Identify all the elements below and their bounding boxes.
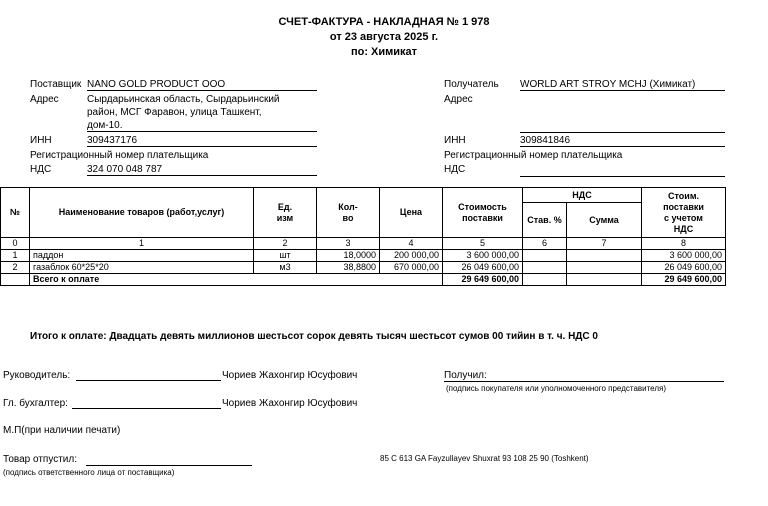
recipient-nds-line (520, 164, 725, 177)
col-number: 6 (523, 238, 567, 250)
header-no: № (1, 188, 30, 238)
released-signature-line (86, 465, 252, 466)
items-table (0, 187, 726, 286)
row-qty: 38,8800 (317, 262, 380, 274)
total-blank (523, 274, 567, 286)
invoice-title: СЧЕТ-ФАКТУРА - НАКЛАДНАЯ № 1 978 (278, 16, 490, 28)
row-name: паддон (30, 250, 254, 262)
row-nds-rate (523, 262, 567, 274)
recipient-reg-label: Регистрационный номер плательщика (444, 150, 623, 161)
director-name: Чориев Жахонгир Юсуфович (222, 370, 358, 381)
row-price: 670 000,00 (380, 262, 443, 274)
row-total: 3 600 000,00 (642, 250, 726, 262)
recipient-label: Получатель (444, 79, 499, 90)
header-nds: НДС (523, 188, 642, 203)
invoice-date: от 23 августа 2025 г. (329, 31, 439, 43)
stamp-label: М.П(при наличии печати) (3, 425, 121, 436)
header-price: Цена (380, 188, 443, 238)
supplier-name: NANO GOLD PRODUCT OOO (87, 79, 317, 91)
row-nds-sum (567, 262, 642, 274)
col-number: 3 (317, 238, 380, 250)
row-qty: 18,0000 (317, 250, 380, 262)
row-nds-sum (567, 250, 642, 262)
col-number: 1 (30, 238, 254, 250)
total-cost: 29 649 600,00 (443, 274, 523, 286)
table-row (1, 250, 726, 262)
supplier-nds: 324 070 048 787 (87, 164, 317, 176)
released-note: (подпись ответственного лица от поставщика) (3, 468, 175, 477)
row-unit: м3 (254, 262, 317, 274)
total-with-nds: 29 649 600,00 (642, 274, 726, 286)
driver-info: 85 С 613 GA Fayzullayev Shuxrat 93 108 25 90 (Toshkent) (380, 454, 589, 463)
supplier-address-line-3: дом-10. (87, 120, 317, 132)
director-signature-line (76, 380, 221, 381)
received-signature-line (444, 381, 724, 382)
header-name: Наименование товаров (работ,услуг) (30, 188, 254, 238)
col-number: 0 (1, 238, 30, 250)
total-in-words: Итого к оплате: Двадцать девять миллионов шестьсот сорок девять тысяч шестьсот сумов 00 тийин в т. ч. НДС 0 (30, 331, 598, 342)
accountant-name: Чориев Жахонгир Юсуфович (222, 398, 358, 409)
supplier-address-label: Адрес (30, 94, 59, 105)
header-qty: Кол- во (317, 188, 380, 238)
total-blank (1, 274, 30, 286)
header-unit: Ед. изм (254, 188, 317, 238)
recipient-name: WORLD ART STROY MCHJ (Химикат) (520, 79, 725, 91)
received-note: (подпись покупателя или уполномоченного представителя) (446, 384, 667, 393)
row-unit: шт (254, 250, 317, 262)
supplier-inn: 309437176 (87, 135, 317, 147)
received-label: Получил: (444, 370, 487, 381)
header-nds-rate: Став. % (523, 203, 567, 238)
row-no: 1 (1, 250, 30, 262)
supplier-inn-label: ИНН (30, 135, 52, 146)
supplier-label: Поставщик (30, 79, 82, 90)
supplier-nds-label: НДС (30, 164, 52, 175)
total-blank (567, 274, 642, 286)
recipient-nds-label: НДС (444, 164, 466, 175)
header-cost: Стоимость поставки (443, 188, 523, 238)
recipient-inn-label: ИНН (444, 135, 466, 146)
row-name: газаблок 60*25*20 (30, 262, 254, 274)
accountant-signature-line (72, 408, 221, 409)
supplier-address-line-1: Сырдарьинская область, Сырдарьинский (87, 94, 280, 105)
row-cost: 3 600 000,00 (443, 250, 523, 262)
row-total: 26 049 600,00 (642, 262, 726, 274)
table-row (1, 262, 726, 274)
accountant-label: Гл. бухгалтер: (3, 398, 68, 409)
total-row (1, 274, 726, 286)
supplier-address-line-2: район, МСГ Фаравон, улица Ташкент, (87, 107, 262, 118)
col-number: 4 (380, 238, 443, 250)
recipient-address-label: Адрес (444, 94, 473, 105)
header-total: Стоим. поставки с учетом НДС (642, 188, 726, 238)
total-label: Всего к оплате (30, 274, 443, 286)
col-number: 5 (443, 238, 523, 250)
col-number: 8 (642, 238, 726, 250)
row-price: 200 000,00 (380, 250, 443, 262)
invoice-by: по: Химикат (350, 46, 418, 58)
row-no: 2 (1, 262, 30, 274)
director-label: Руководитель: (3, 370, 71, 381)
header-nds-sum: Сумма (567, 203, 642, 238)
row-nds-rate (523, 250, 567, 262)
row-cost: 26 049 600,00 (443, 262, 523, 274)
col-number: 7 (567, 238, 642, 250)
recipient-address-line (520, 120, 725, 133)
col-number: 2 (254, 238, 317, 250)
released-label: Товар отпустил: (3, 454, 77, 465)
recipient-inn: 309841846 (520, 135, 725, 147)
supplier-reg-label: Регистрационный номер плательщика (30, 150, 209, 161)
